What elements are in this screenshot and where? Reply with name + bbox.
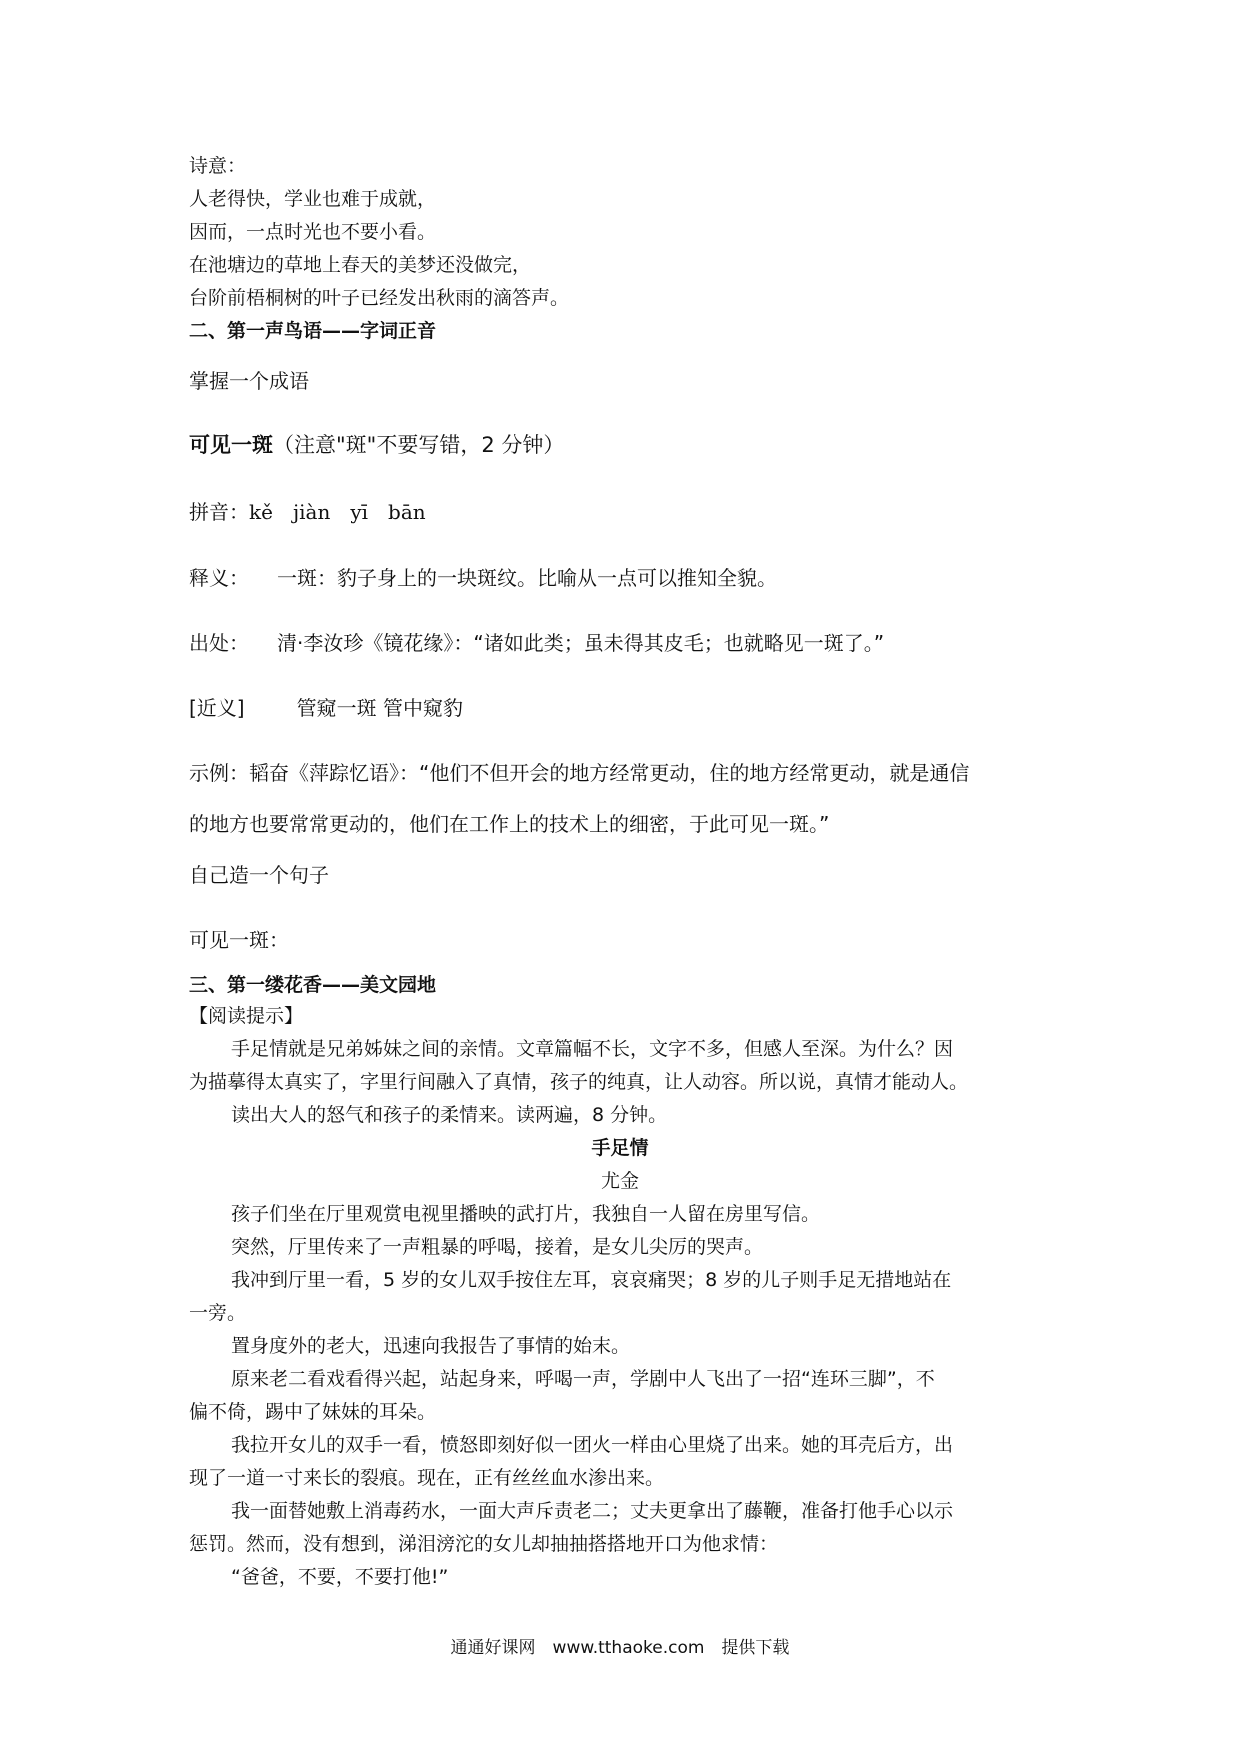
article-paragraph-line: 一旁。	[189, 1302, 247, 1324]
article-paragraph-line: 偏不倚，踢中了妹妹的耳朵。	[189, 1401, 437, 1423]
article-paragraph-line: 置身度外的老大，迅速向我报告了事情的始末。	[231, 1335, 631, 1357]
source-text: 清·李汝珍《镜花缘》：“诸如此类；虽未得其皮毛；也就略见一斑了。”	[277, 631, 885, 655]
article-paragraph-line: 突然，厅里传来了一声粗暴的呼喝，接着，是女儿尖厉的哭声。	[231, 1236, 764, 1258]
pinyin-line	[189, 502, 426, 522]
section-2-heading: 二、第一声鸟语——字词正音	[189, 320, 437, 342]
poem-meaning-label: 诗意：	[189, 155, 247, 177]
example-line-1: 示例：韬奋《萍踪忆语》：“他们不但开会的地方经常更动，住的地方经常更动，就是通信	[189, 761, 970, 785]
meaning-text: 一斑：豹子身上的一块斑纹。比喻从一点可以推知全貌。	[277, 566, 777, 590]
synonym-text: 管窥一斑 管中窥豹	[296, 696, 463, 720]
source-line	[189, 633, 884, 653]
article-paragraph-line: 我拉开女儿的双手一看，愤怒即刻好似一团火一样由心里烧了出来。她的耳壳后方，出	[231, 1434, 954, 1456]
page-footer: 通通好课网 www.tthaoke.com 提供下载	[450, 1638, 790, 1658]
meaning-line	[189, 568, 777, 588]
reading-tip-line-3: 读出大人的怒气和孩子的柔情来。读两遍，8 分钟。	[231, 1104, 668, 1126]
pinyin-label: 拼音：	[189, 500, 249, 524]
article-paragraph-line: 惩罚。然而，没有想到，涕泪滂沱的女儿却抽抽搭搭地开口为他求情：	[189, 1533, 779, 1555]
article-paragraph-line: “爸爸，不要，不要打他!”	[231, 1566, 449, 1588]
section-3-heading: 三、第一缕花香——美文园地	[189, 974, 437, 996]
poem-line-3: 在池塘边的草地上春天的美梦还没做完，	[189, 254, 532, 276]
meaning-label: 释义：	[189, 566, 249, 590]
pinyin-text: kě jiàn yī bān	[249, 500, 426, 524]
article-title: 手足情	[591, 1137, 649, 1159]
reading-tip-line-2: 为描摹得太真实了，字里行间融入了真情，孩子的纯真，让人动容。所以说，真情才能动人。	[189, 1071, 969, 1093]
article-paragraph-line: 原来老二看戏看得兴起，站起身来，呼喝一声，学剧中人飞出了一招“连环三脚”，不	[231, 1368, 935, 1390]
poem-line-4: 台阶前梧桐树的叶子已经发出秋雨的滴答声。	[189, 287, 570, 309]
idiom-note: （注意"斑"不要写错，2 分钟）	[273, 433, 565, 457]
make-sentence-text: 自己造一个句子	[189, 863, 329, 887]
reading-tip-line-1: 手足情就是兄弟姊妹之间的亲情。文章篇幅不长，文字不多，但感人至深。为什么？因	[231, 1038, 954, 1060]
idiom-line	[189, 435, 564, 456]
example-line-2: 的地方也要常常更动的，他们在工作上的技术上的细密，于此可见一斑。”	[189, 812, 830, 836]
synonym-line	[189, 698, 463, 718]
master-idiom-text: 掌握一个成语	[189, 369, 309, 393]
reading-tip-label: 【阅读提示】	[189, 1005, 304, 1027]
sentence-prompt: 可见一斑：	[189, 928, 289, 952]
article-paragraph-line: 我一面替她敷上消毒药水，一面大声斥责老二；丈夫更拿出了藤鞭，准备打他手心以示	[231, 1500, 954, 1522]
article-paragraph-line: 孩子们坐在厅里观赏电视里播映的武打片，我独自一人留在房里写信。	[231, 1203, 821, 1225]
article-author: 尤金	[600, 1170, 639, 1192]
article-paragraph-line: 现了一道一寸来长的裂痕。现在，正有丝丝血水渗出来。	[189, 1467, 665, 1489]
idiom-title: 可见一斑	[189, 433, 273, 457]
poem-line-1: 人老得快，学业也难于成就，	[189, 188, 437, 210]
poem-line-2: 因而，一点时光也不要小看。	[189, 221, 437, 243]
synonym-label: [近义]	[189, 696, 245, 720]
article-paragraph-line: 我冲到厅里一看，5 岁的女儿双手按住左耳，哀哀痛哭；8 岁的儿子则手足无措地站在	[231, 1269, 952, 1291]
source-label: 出处：	[189, 631, 249, 655]
